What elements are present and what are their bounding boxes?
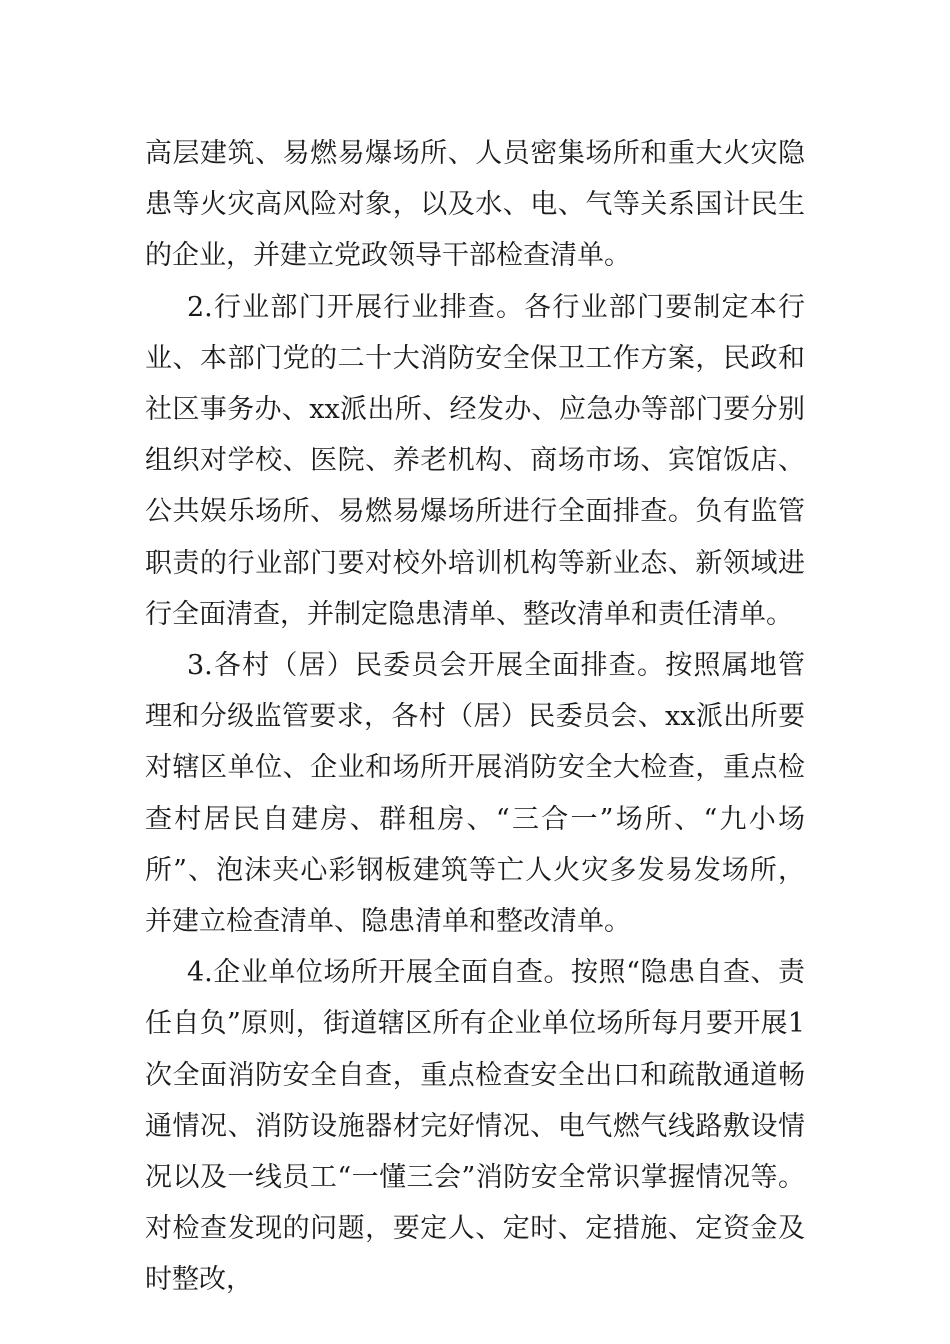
paragraph-enterprise-self-inspection: 4.企业单位场所开展全面自查。按照“隐患自查、责任自负”原则，街道辖区所有企业单位场所每月要开展1次全面消防安全自查，重点检查安全出口和疏散通道畅通情况、消防设施器材完好情况、电气燃气线路敷设情况以及一线员工“一懂三会”消防安全常识掌握情况等。对检查发现的问题，要定人、定时、定措施、定资金及时整改， <box>145 957 805 1296</box>
paragraph-village-inspection: 3.各村（居）民委员会开展全面排查。按照属地管理和分级监管要求，各村（居）民委员会、xx派出所要对辖区单位、企业和场所开展消防安全大检查，重点检查村居民自建房、群租房、“三合一”场所、“九小场所”、泡沫夹心彩钢板建筑等亡人火灾多发易发场所，并建立检查清单、隐患清单和整改清单。 <box>145 650 805 938</box>
paragraph-industry-inspection: 2.行业部门开展行业排查。各行业部门要制定本行业、本部门党的二十大消防安全保卫工作方案，民政和社区事务办、xx派出所、经发办、应急办等部门要分别组织对学校、医院、养老机构、商场市场、宾馆饭店、公共娱乐场所、易燃易爆场所进行全面排查。负有监管职责的行业部门要对校外培训机构等新业态、新领域进行全面清查，并制定隐患清单、整改清单和责任清单。 <box>145 291 805 630</box>
document-body <box>145 128 805 1306</box>
paragraph-continuation: 高层建筑、易燃易爆场所、人员密集场所和重大火灾隐患等火灾高风险对象，以及水、电、气等关系国计民生的企业，并建立党政领导干部检查清单。 <box>145 138 805 272</box>
